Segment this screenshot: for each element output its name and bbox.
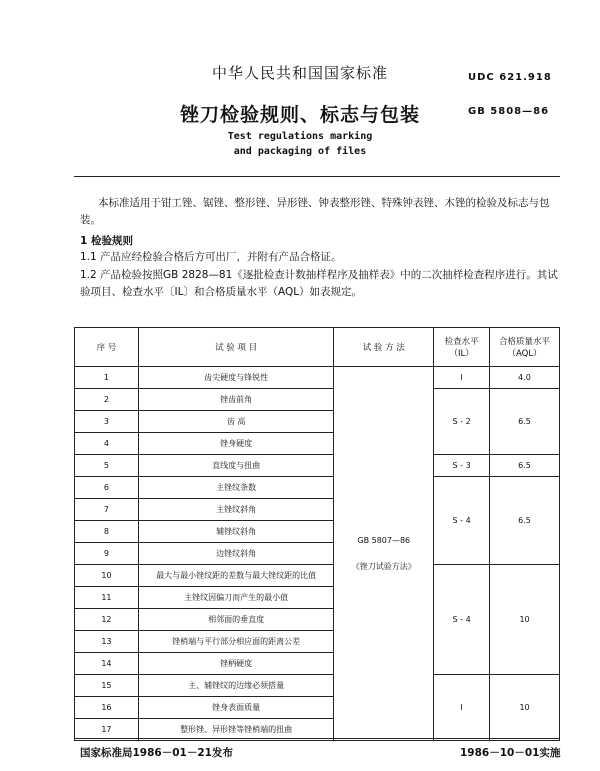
table-row [75, 477, 560, 499]
row-item: 锉齿前角 [138, 389, 334, 411]
row-item: 锉柄硬度 [138, 653, 334, 675]
row-no: 13 [75, 631, 139, 653]
il-cell: I [434, 367, 490, 389]
row-item: 相邻面的垂直度 [138, 609, 334, 631]
table-row [75, 389, 560, 411]
row-item: 主锉纹条数 [138, 477, 334, 499]
aql-cell: 6.5 [490, 455, 560, 477]
table-row [75, 565, 560, 587]
row-no: 8 [75, 521, 139, 543]
inspection-table [74, 327, 560, 741]
row-item: 主锉纹斜角 [138, 499, 334, 521]
aql-cell: 6.5 [490, 477, 560, 565]
bottom-divider [74, 738, 560, 739]
table-header-row [75, 328, 560, 367]
row-item: 最大与最小锉纹距的差数与最大锉纹距的比值 [138, 565, 334, 587]
english-title-line1: Test regulations marking [227, 131, 373, 142]
clause-1-2: 1.2 产品检验按照GB 2828—81《逐批检查计数抽样程序及抽样表》中的二次抽样检查程序进行。其试验项目、检查水平〔IL〕和合格质量水平（AQL）如表规定。 [80, 269, 558, 298]
table-row [75, 367, 560, 389]
header-no: 序 号 [75, 328, 139, 367]
section-1-heading: 1 检验规则 [80, 235, 133, 247]
row-item: 主锉纹因偏刀而产生的最小值 [138, 587, 334, 609]
implementation-date: 1986－10－01实施 [460, 747, 561, 759]
il-cell: S - 4 [434, 477, 490, 565]
english-title-line2: and packaging of files [233, 146, 367, 157]
row-no: 7 [75, 499, 139, 521]
row-no: 12 [75, 609, 139, 631]
header-method: 试 验 方 法 [334, 328, 434, 367]
il-cell: S - 3 [434, 455, 490, 477]
row-item: 辅锉纹斜角 [138, 521, 334, 543]
row-no: 6 [75, 477, 139, 499]
row-item: 边锉纹斜角 [138, 543, 334, 565]
row-item: 齿 高 [138, 411, 334, 433]
row-no: 16 [75, 697, 139, 719]
header-aql: 合格质量水平 （AQL） [490, 328, 560, 367]
row-item: 锉身表面质量 [138, 697, 334, 719]
document-title: 锉刀检验规则、标志与包装 [179, 104, 420, 126]
aql-cell: 10 [490, 675, 560, 741]
il-cell: S - 2 [434, 389, 490, 455]
aql-cell: 6.5 [490, 389, 560, 455]
row-item: 齿尖硬度与锋锐性 [138, 367, 334, 389]
row-item: 主、辅锉纹的边缘必须搭量 [138, 675, 334, 697]
top-divider [74, 176, 560, 177]
row-no: 9 [75, 543, 139, 565]
clause-1-1: 1.1 产品应经检验合格后方可出厂，并附有产品合格证。 [80, 251, 342, 263]
header-item: 试 验 项 目 [138, 328, 334, 367]
il-cell: I [434, 675, 490, 741]
row-no: 10 [75, 565, 139, 587]
row-no: 3 [75, 411, 139, 433]
row-no: 14 [75, 653, 139, 675]
udc-number: UDC 621.918 [468, 72, 552, 83]
il-cell: S - 4 [434, 565, 490, 675]
intro-paragraph: 本标准适用于钳工锉、锯锉、整形锉、异形锉、钟表整形锉、特殊钟表锉、木锉的检验及标志与包装。 [80, 197, 550, 226]
row-no: 5 [75, 455, 139, 477]
table-row [75, 455, 560, 477]
header-il: 检查水平 （IL） [434, 328, 490, 367]
method-cell [334, 367, 434, 741]
method-standard: GB 5807—86 [357, 535, 411, 545]
row-item: 锉梢端与平行部分相应面的距离公差 [138, 631, 334, 653]
gb-number: GB 5808—86 [468, 106, 550, 117]
row-no: 4 [75, 433, 139, 455]
row-no: 2 [75, 389, 139, 411]
row-item: 直线度与扭曲 [138, 455, 334, 477]
row-no: 11 [75, 587, 139, 609]
row-no: 15 [75, 675, 139, 697]
standard-org-heading: 中华人民共和国国家标准 [211, 64, 388, 82]
method-title: 《锉刀试验方法》 [351, 561, 416, 571]
table-row [75, 675, 560, 697]
issued-date: 国家标准局1986－01－21发布 [80, 747, 233, 759]
aql-cell: 10 [490, 565, 560, 675]
aql-cell: 4.0 [490, 367, 560, 389]
row-item: 整形锉、异形锉等锉梢端的扭曲 [138, 719, 334, 741]
row-item: 锉身硬度 [138, 433, 334, 455]
row-no: 1 [75, 367, 139, 389]
row-no: 17 [75, 719, 139, 741]
